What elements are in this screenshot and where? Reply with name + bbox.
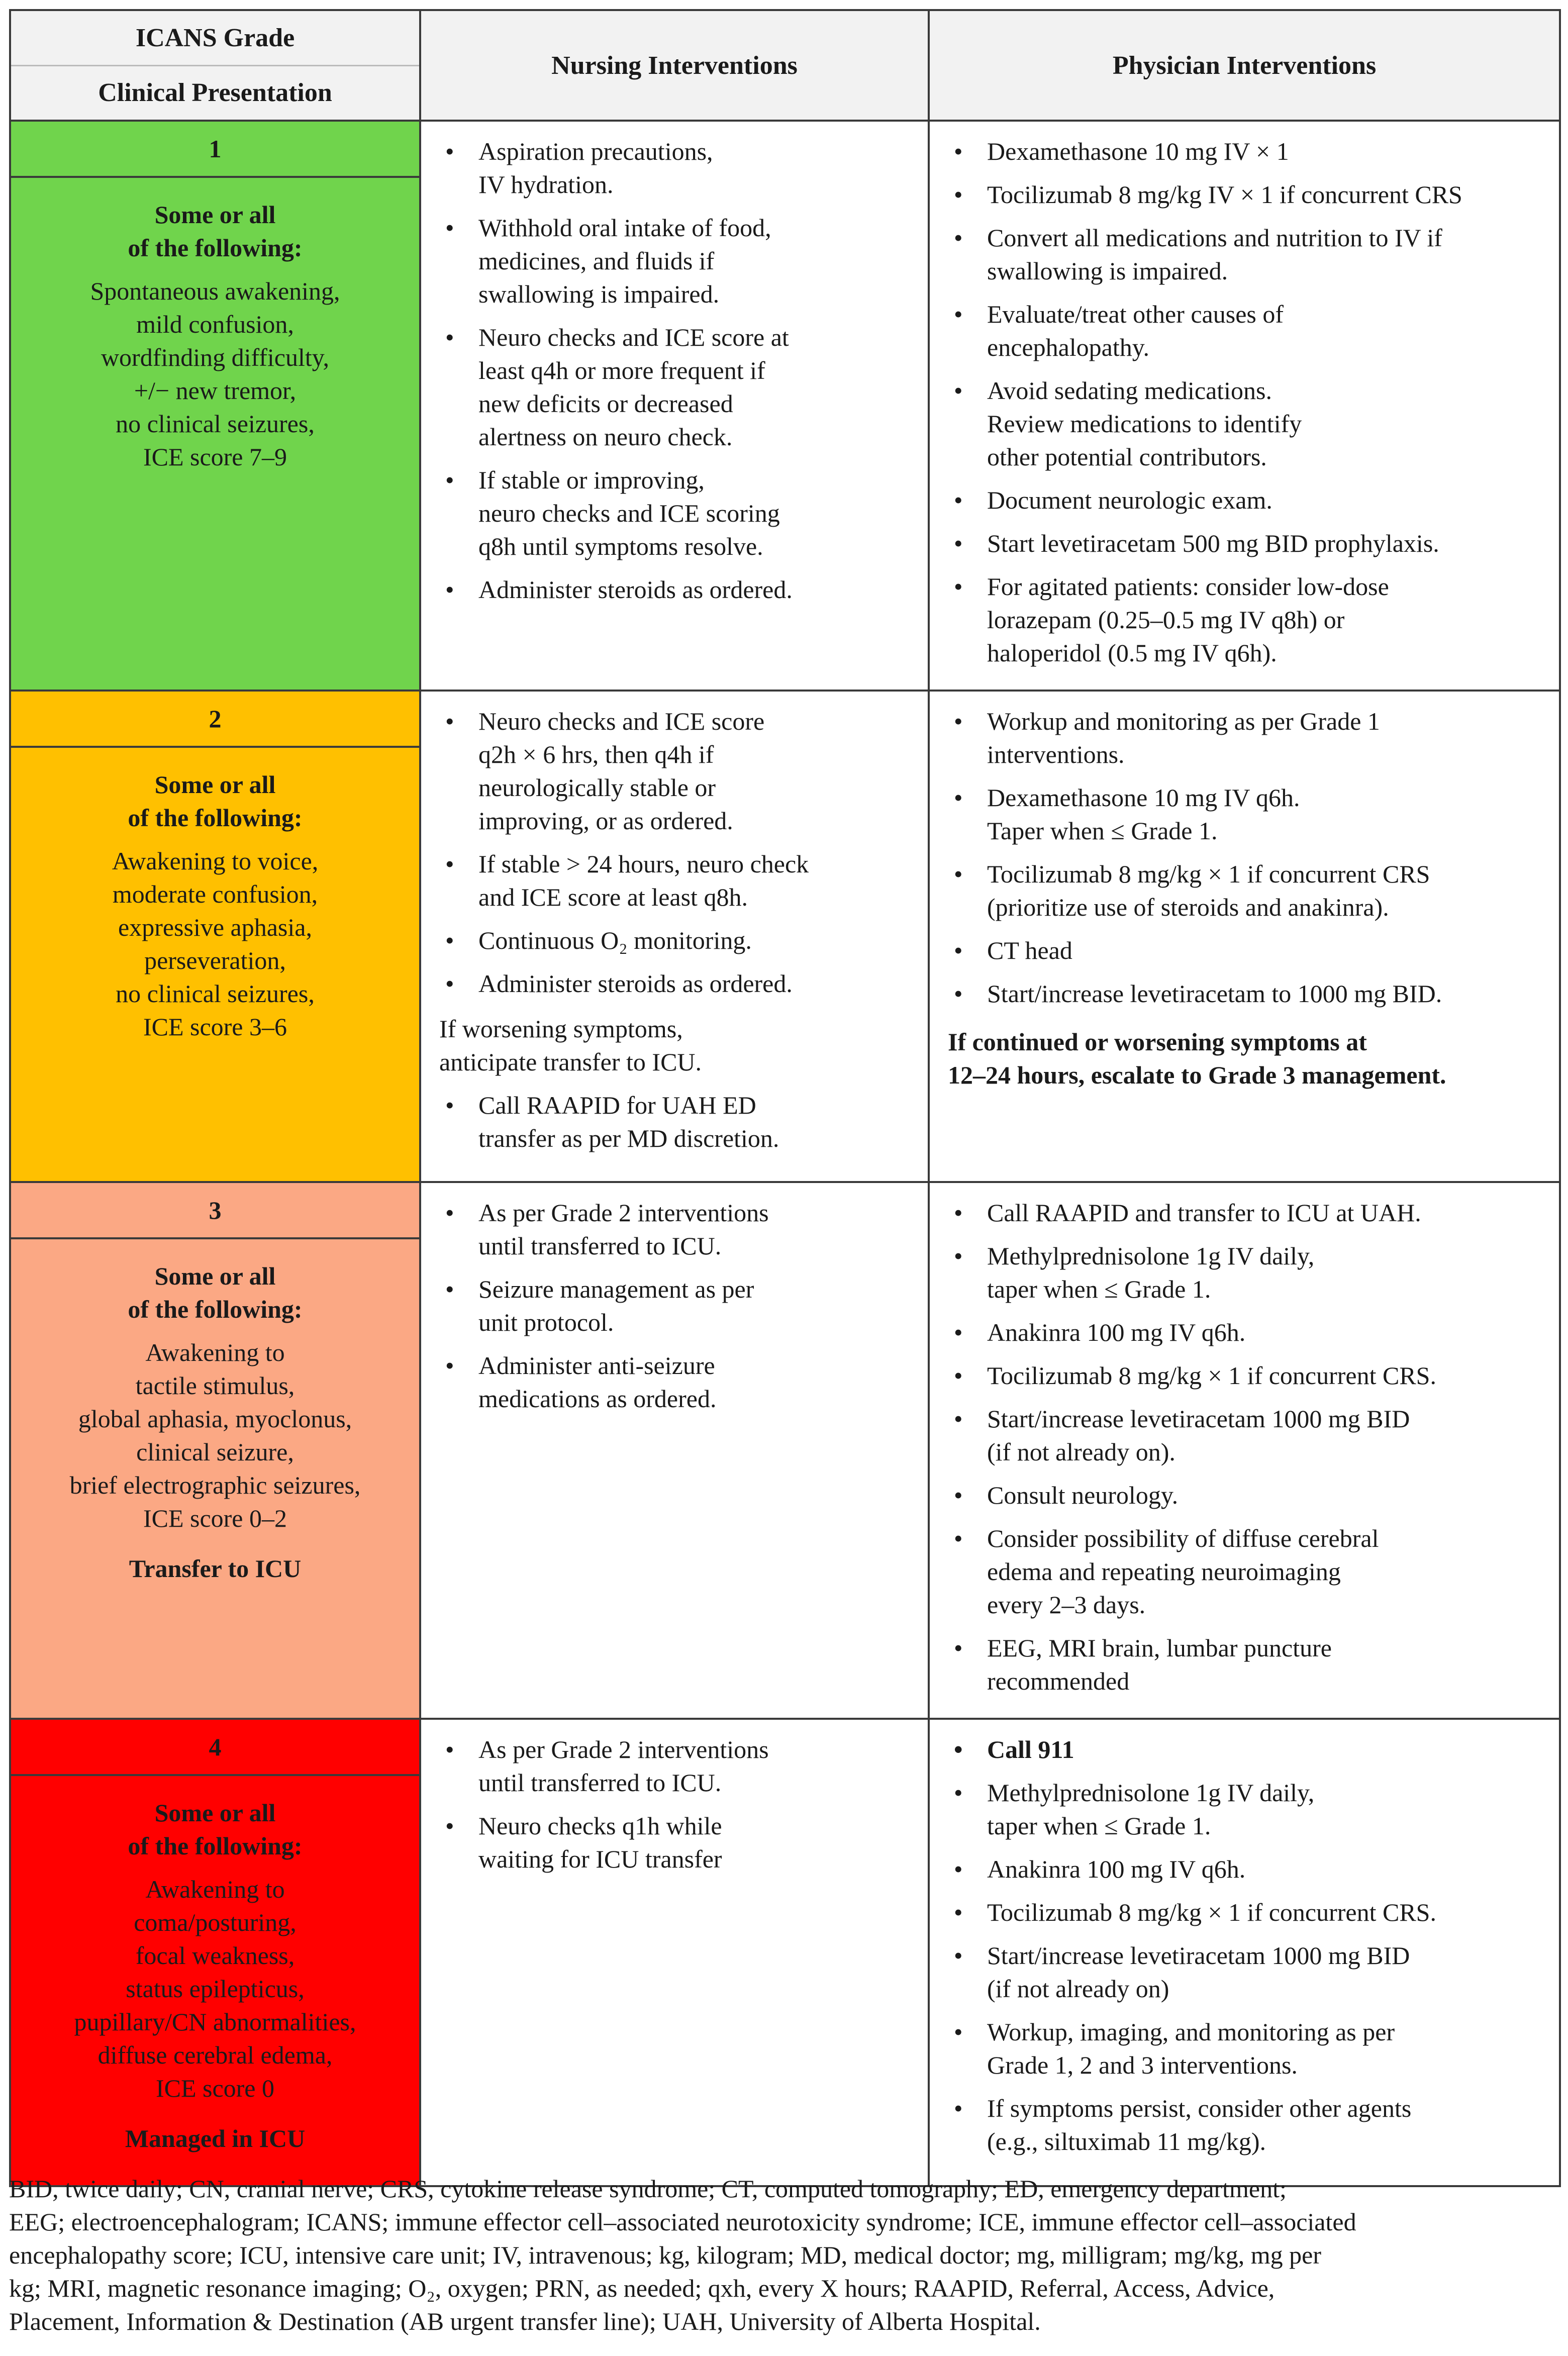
bullet-line: interventions. (987, 740, 1125, 768)
abbreviation-line: kg; MRI, magnetic resonance imaging; O₂, oxygen; PRN, as needed; qxh, every X hours; RAAPID, Referral, Access, Advice, (9, 2274, 1275, 2302)
bullet-line: new deficits or decreased (478, 389, 733, 418)
presentation-list (26, 844, 404, 1043)
presentation-line: no clinical seizures, (116, 979, 315, 1008)
bullet-line: alertness on neuro check. (478, 423, 733, 451)
bullet-line: medicines, and fluids if (478, 247, 715, 275)
abbreviation-line: EEG; electroencephalogram; ICANS; immune effector cell–associated neurotoxicity syndrome; ICE, immune effector cell–associated (9, 2208, 1356, 2236)
nursing-bullet-item (439, 1196, 908, 1262)
grade-number: 4 (11, 1720, 419, 1776)
disposition-label: Transfer to ICU (129, 1554, 302, 1583)
nursing-bullet-item (439, 924, 908, 957)
bullet-line: • Seizure management as per (478, 1275, 754, 1303)
nursing-bullet-item (439, 211, 908, 311)
physician-bullet-list (948, 1733, 1539, 2158)
physician-bullet-item (948, 857, 1539, 924)
physician-bullet-item (948, 1776, 1539, 1842)
bullet-line: recommended (987, 1667, 1130, 1695)
grade-row-4 (10, 1719, 1560, 2186)
bullet-line: • Neuro checks and ICE score at (478, 323, 789, 351)
grade-row-2 (10, 691, 1560, 1182)
presentation-line: ICE score 7–9 (143, 443, 287, 471)
nursing-bullet-list (439, 135, 908, 606)
bullet-line: • If stable or improving, (478, 466, 705, 494)
bullet-line: • Tocilizumab 8 mg/kg × 1 if concurrent CRS. (987, 1898, 1436, 1926)
some-or-all-heading (26, 1796, 404, 1862)
grade-2-nursing-cell (420, 691, 929, 1182)
bullet-line: • As per Grade 2 interventions (478, 1735, 769, 1763)
heading-line: Some or all (154, 1262, 276, 1290)
bullet-line: IV hydration. (478, 170, 614, 199)
bullet-line: edema and repeating neuroimaging (987, 1557, 1341, 1586)
header-physician-interventions: Physician Interventions (929, 10, 1560, 121)
physician-bullet-item (948, 1196, 1539, 1229)
bullet-line: (prioritize use of steroids and anakinra). (987, 893, 1389, 921)
header-grade-label: ICANS Grade (11, 11, 419, 66)
physician-bullet-item (948, 1316, 1539, 1349)
grade-number: 2 (11, 692, 419, 748)
physician-escalation-note (948, 1025, 1539, 1092)
presentation-line: Spontaneous awakening, (90, 277, 340, 305)
bullet-line: waiting for ICU transfer (478, 1845, 722, 1873)
bullet-line: encephalopathy. (987, 333, 1149, 361)
bullet-line: • Neuro checks q1h while (478, 1812, 722, 1840)
presentation-list (26, 1873, 404, 2105)
note-line: If continued or worsening symptoms at (948, 1028, 1367, 1056)
bullet-line: Taper when ≤ Grade 1. (987, 817, 1218, 845)
clinical-presentation (11, 748, 419, 1053)
heading-line: of the following: (128, 234, 303, 262)
heading-line: Some or all (154, 201, 276, 229)
grade-row-3 (10, 1182, 1560, 1719)
bullet-line: • Workup and monitoring as per Grade 1 (987, 707, 1380, 735)
bullet-line: • Workup, imaging, and monitoring as per (987, 2018, 1395, 2046)
bullet-line: • Call RAAPID for UAH ED (478, 1091, 756, 1119)
some-or-all-heading (26, 198, 404, 264)
physician-bullet-list (948, 135, 1539, 669)
clinical-presentation (11, 178, 419, 483)
presentation-line: ICE score 0–2 (143, 1504, 287, 1532)
presentation-line: ICE score 3–6 (143, 1013, 287, 1041)
grade-1-physician-cell (929, 121, 1560, 691)
bullet-line: • Avoid sedating medications. (987, 376, 1272, 405)
bullet-line: • If symptoms persist, consider other agents (987, 2094, 1412, 2122)
icans-management-table (9, 9, 1559, 2187)
clinical-presentation (11, 1239, 419, 1595)
table-body (10, 121, 1560, 2186)
physician-bullet-item (948, 934, 1539, 967)
physician-bullet-item (948, 2092, 1539, 2158)
abbreviation-line: BID, twice daily; CN, cranial nerve; CRS, cytokine release syndrome; CT, computed tomography; ED, emergency department; (9, 2175, 1287, 2203)
physician-bullet-item (948, 178, 1539, 211)
grade-4-physician-cell (929, 1719, 1560, 2186)
bullet-line: every 2–3 days. (987, 1591, 1146, 1619)
bullet-line: • Start/increase levetiracetam 1000 mg BID (987, 1941, 1410, 1970)
nursing-bullet-item (439, 1733, 908, 1799)
physician-bullet-item (948, 1522, 1539, 1621)
physician-bullet-item (948, 1359, 1539, 1392)
presentation-line: ICE score 0 (155, 2074, 275, 2102)
header-icans-grade (10, 10, 420, 121)
bullet-line: until transferred to ICU. (478, 1769, 722, 1797)
bullet-line: neurologically stable or (478, 773, 716, 802)
bullet-line: (if not already on) (987, 1975, 1169, 2003)
nursing-bullet-item (439, 321, 908, 453)
bullet-line: neuro checks and ICE scoring (478, 499, 780, 527)
bullet-line: • Neuro checks and ICE score (478, 707, 765, 735)
physician-bullet-item (948, 1402, 1539, 1468)
bullet-line: swallowing is impaired. (987, 257, 1228, 285)
physician-bullet-item (948, 570, 1539, 669)
bullet-line: (if not already on). (987, 1438, 1175, 1466)
some-or-all-heading (26, 768, 404, 834)
nursing-bullet-list (439, 1089, 908, 1155)
physician-bullet-item (948, 527, 1539, 560)
grade-2-physician-cell (929, 691, 1560, 1182)
nursing-bullet-list (439, 1196, 908, 1415)
presentation-line: coma/posturing, (134, 1908, 297, 1936)
bullet-line: taper when ≤ Grade 1. (987, 1275, 1211, 1303)
note-line: 12–24 hours, escalate to Grade 3 management. (948, 1061, 1446, 1089)
presentation-line: focal weakness, (135, 1941, 295, 1970)
nursing-bullet-item (439, 1809, 908, 1876)
physician-bullet-item (948, 374, 1539, 473)
physician-bullet-item (948, 1239, 1539, 1306)
heading-line: of the following: (128, 1832, 303, 1860)
nursing-bullet-item (439, 135, 908, 201)
physician-bullet-item (948, 135, 1539, 168)
nursing-bullet-item (439, 1089, 908, 1155)
bullet-line: • Start/increase levetiracetam 1000 mg BID (987, 1405, 1410, 1433)
bullet-line: • Methylprednisolone 1g IV daily, (987, 1242, 1315, 1270)
bullet-line: lorazepam (0.25–0.5 mg IV q8h) or (987, 606, 1345, 634)
bullet-line: q2h × 6 hrs, then q4h if (478, 740, 714, 768)
table-header-row (10, 10, 1560, 121)
bullet-line: transfer as per MD discretion. (478, 1124, 779, 1152)
heading-line: of the following: (128, 804, 303, 832)
physician-bullet-item (948, 1479, 1539, 1512)
presentation-line: brief electrographic seizures, (69, 1471, 361, 1499)
physician-bullet-item (948, 298, 1539, 364)
bullet-line: • Tocilizumab 8 mg/kg × 1 if concurrent CRS. (987, 1361, 1436, 1390)
bullet-line: • Administer steroids as ordered. (478, 969, 793, 998)
bullet-line: • Methylprednisolone 1g IV daily, (987, 1779, 1315, 1807)
abbreviation-line: Placement, Information & Destination (AB urgent transfer line); UAH, University of Alberta Hospital. (9, 2307, 1041, 2335)
bullet-line: • Evaluate/treat other causes of (987, 300, 1284, 328)
presentation-line: perseveration, (144, 946, 286, 974)
bullet-line: • Call RAAPID and transfer to ICU at UAH. (987, 1199, 1421, 1227)
nursing-note (439, 1012, 908, 1078)
physician-bullet-item (948, 1631, 1539, 1698)
presentation-line: global aphasia, myoclonus, (78, 1405, 352, 1433)
bullet-line: (e.g., siltuximab 11 mg/kg). (987, 2127, 1266, 2155)
presentation-line: wordfinding difficulty, (101, 343, 330, 371)
grade-3-presentation-cell (10, 1182, 420, 1719)
grade-4-presentation-cell (10, 1719, 420, 2186)
presentation-line: no clinical seizures, (116, 410, 315, 438)
note-line: If worsening symptoms, (439, 1015, 683, 1043)
presentation-list (26, 1336, 404, 1535)
grade-3-physician-cell (929, 1182, 1560, 1719)
presentation-line: status epilepticus, (126, 1975, 305, 2003)
physician-bullet-item (948, 2015, 1539, 2082)
grade-4-nursing-cell (420, 1719, 929, 2186)
presentation-line: diffuse cerebral edema, (97, 2041, 333, 2069)
bullet-line: • Anakinra 100 mg IV q6h. (987, 1855, 1246, 1883)
bullet-line: • Consult neurology. (987, 1481, 1179, 1509)
bullet-line: • As per Grade 2 interventions (478, 1199, 769, 1227)
bullet-line: • Tocilizumab 8 mg/kg IV × 1 if concurrent CRS (987, 180, 1462, 209)
physician-bullet-item (948, 1852, 1539, 1886)
disposition-label: Managed in ICU (125, 2124, 306, 2152)
nursing-bullet-item (439, 1349, 908, 1415)
grade-number: 3 (11, 1183, 419, 1239)
bullet-line: • Start levetiracetam 500 mg BID prophylaxis. (987, 529, 1439, 557)
abbreviation-line: encephalopathy score; ICU, intensive care unit; IV, intravenous; kg, kilogram; MD, medical doctor; mg, milligram; mg/kg, mg per (9, 2241, 1321, 2269)
physician-bullet-item (948, 221, 1539, 287)
note-line: anticipate transfer to ICU. (439, 1048, 702, 1076)
bullet-line: • Convert all medications and nutrition to IV if (987, 224, 1442, 252)
physician-bullet-item (948, 705, 1539, 771)
grade-row-1 (10, 121, 1560, 691)
bullet-line: • Withhold oral intake of food, (478, 214, 771, 242)
bullet-line: improving, or as ordered. (478, 807, 733, 835)
heading-line: of the following: (128, 1295, 303, 1323)
header-nursing-interventions: Nursing Interventions (420, 10, 929, 121)
nursing-bullet-item (439, 967, 908, 1000)
presentation-line: expressive aphasia, (118, 913, 312, 941)
bullet-line: • Dexamethasone 10 mg IV × 1 (987, 137, 1289, 165)
bullet-line: • For agitated patients: consider low-dose (987, 572, 1389, 601)
nursing-bullet-item (439, 1272, 908, 1339)
nursing-bullet-item (439, 463, 908, 563)
grade-2-presentation-cell (10, 691, 420, 1182)
bullet-line: • EEG, MRI brain, lumbar puncture (987, 1634, 1332, 1662)
nursing-bullet-item (439, 573, 908, 606)
bullet-line: • Start/increase levetiracetam to 1000 mg BID. (987, 979, 1442, 1008)
bullet-line: • Anakinra 100 mg IV q6h. (987, 1318, 1246, 1346)
presentation-line: Awakening to (145, 1338, 285, 1366)
bullet-line: until transferred to ICU. (478, 1232, 722, 1260)
bullet-line: medications as ordered. (478, 1385, 717, 1413)
bullet-line: • Document neurologic exam. (987, 486, 1272, 514)
bullet-line: least q4h or more frequent if (478, 356, 765, 384)
physician-bullet-list (948, 705, 1539, 1010)
physician-bullet-item (948, 483, 1539, 517)
bullet-line: • Consider possibility of diffuse cerebral (987, 1524, 1379, 1552)
bullet-line: taper when ≤ Grade 1. (987, 1812, 1211, 1840)
physician-bullet-item (948, 1733, 1539, 1766)
bullet-line: • Aspiration precautions, (478, 137, 713, 165)
bullet-line: and ICE score at least q8h. (478, 883, 748, 911)
grade-number: 1 (11, 122, 419, 178)
physician-bullet-list (948, 1196, 1539, 1698)
bullet-line: • If stable > 24 hours, neuro check (478, 850, 809, 878)
nursing-bullet-item (439, 847, 908, 914)
bullet-line: haloperidol (0.5 mg IV q6h). (987, 639, 1277, 667)
presentation-line: tactile stimulus, (135, 1371, 295, 1400)
presentation-line: pupillary/CN abnormalities, (74, 2008, 356, 2036)
bullet-line: • Call 911 (987, 1735, 1074, 1763)
bullet-line: • Continuous O₂ monitoring. (478, 926, 752, 954)
presentation-line: Awakening to voice, (112, 847, 319, 875)
nursing-bullet-list (439, 1733, 908, 1876)
bullet-line: • Administer steroids as ordered. (478, 575, 793, 604)
physician-bullet-item (948, 977, 1539, 1010)
physician-bullet-item (948, 781, 1539, 847)
presentation-line: clinical seizure, (136, 1438, 294, 1466)
bullet-line: • Tocilizumab 8 mg/kg × 1 if concurrent CRS (987, 860, 1430, 888)
grade-3-nursing-cell (420, 1182, 929, 1719)
heading-line: Some or all (154, 770, 276, 799)
presentation-line: moderate confusion, (112, 880, 318, 908)
presentation-line: Awakening to (145, 1875, 285, 1903)
bullet-line: Review medications to identify (987, 410, 1302, 438)
bullet-line: Grade 1, 2 and 3 interventions. (987, 2051, 1298, 2079)
nursing-bullet-item (439, 705, 908, 837)
bullet-line: • CT head (987, 936, 1072, 964)
header-clinical-presentation-label: Clinical Presentation (98, 78, 332, 108)
clinical-presentation (11, 1776, 419, 2165)
physician-bullet-item (948, 1939, 1539, 2005)
grade-1-presentation-cell (10, 121, 420, 691)
bullet-line: q8h until symptoms resolve. (478, 532, 763, 560)
bullet-line: • Administer anti-seizure (478, 1351, 715, 1380)
nursing-bullet-list (439, 705, 908, 1000)
abbreviations-footnote (9, 2172, 1559, 2338)
some-or-all-heading (26, 1259, 404, 1326)
presentation-line: +/− new tremor, (134, 376, 297, 405)
bullet-line: unit protocol. (478, 1308, 614, 1336)
grade-1-nursing-cell (420, 121, 929, 691)
bullet-line: other potential contributors. (987, 443, 1267, 471)
bullet-line: swallowing is impaired. (478, 280, 720, 308)
presentation-list (26, 274, 404, 473)
bullet-line: • Dexamethasone 10 mg IV q6h. (987, 783, 1300, 812)
heading-line: Some or all (154, 1799, 276, 1827)
presentation-line: mild confusion, (136, 310, 294, 338)
physician-bullet-item (948, 1896, 1539, 1929)
